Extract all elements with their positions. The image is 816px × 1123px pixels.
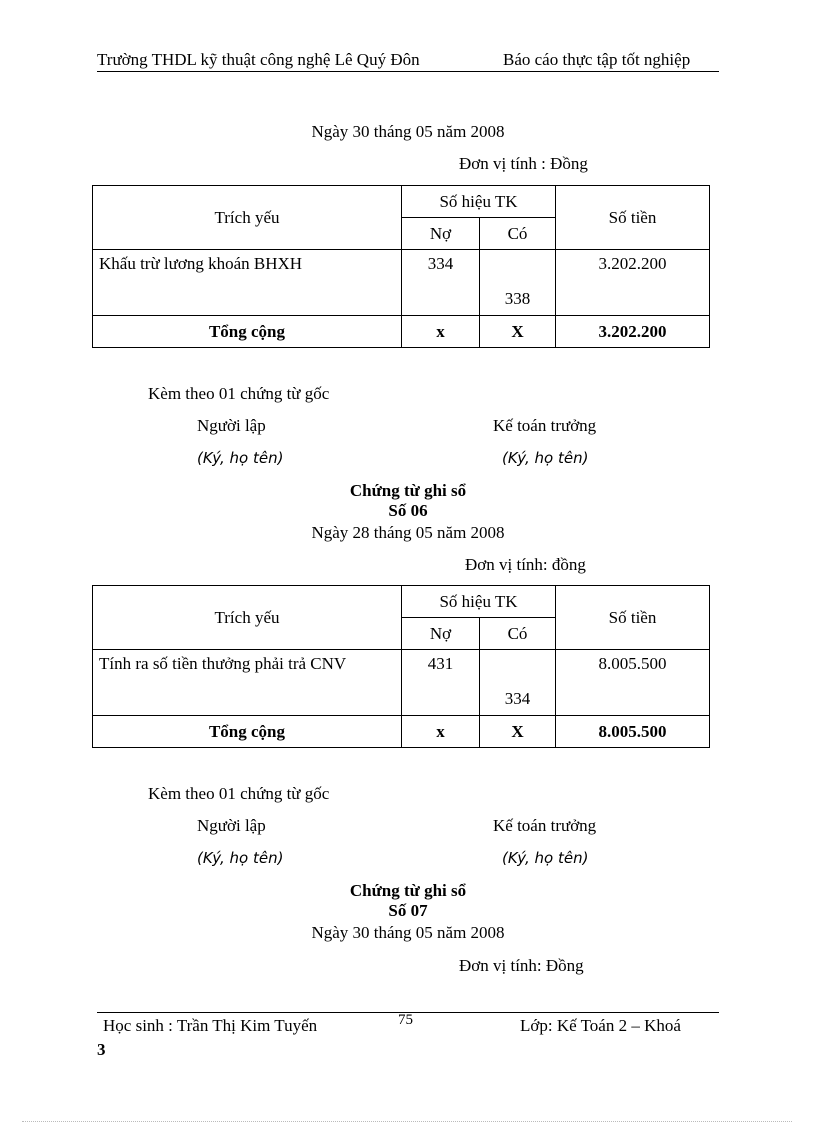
voucher-date: Ngày 30 tháng 05 năm 2008	[311, 923, 505, 942]
row-credit: 334	[480, 650, 556, 716]
total-label: Tổng cộng	[93, 316, 402, 348]
currency-unit: Đơn vị tính: Đồng	[459, 956, 584, 975]
table-row	[93, 250, 710, 316]
col-header-amount: Số tiền	[556, 186, 710, 250]
header-rule	[97, 71, 719, 72]
total-amount: 3.202.200	[556, 316, 710, 348]
total-row	[93, 716, 710, 748]
row-amount: 8.005.500	[556, 650, 710, 716]
total-row	[93, 316, 710, 348]
row-amount: 3.202.200	[556, 250, 710, 316]
total-credit: X	[480, 716, 556, 748]
col-header-credit: Có	[480, 618, 556, 650]
preparer-sign-note: (Ký, họ tên)	[197, 849, 284, 867]
footer-class: Lớp: Kế Toán 2 – Khoá	[520, 1016, 681, 1035]
col-header-debit: Nợ	[402, 218, 480, 250]
accountant-sign-note: (Ký, họ tên)	[502, 849, 589, 867]
chief-accountant-label: Kế toán trưởng	[493, 816, 597, 835]
voucher-table	[92, 185, 710, 348]
col-header-description: Trích yếu	[93, 186, 402, 250]
row-debit: 431	[402, 650, 480, 716]
header-school: Trường THDL kỹ thuật công nghệ Lê Quý Đôn	[97, 50, 420, 69]
total-credit: X	[480, 316, 556, 348]
table-row	[93, 650, 710, 716]
row-credit: 338	[480, 250, 556, 316]
preparer-sign-note: (Ký, họ tên)	[197, 449, 284, 467]
page-number: 75	[398, 1012, 413, 1028]
col-header-account: Số hiệu TK	[402, 586, 556, 618]
currency-unit: Đơn vị tính : Đồng	[459, 154, 588, 173]
attachment-note: Kèm theo 01 chứng từ gốc	[148, 784, 330, 803]
col-header-description: Trích yếu	[93, 586, 402, 650]
header-report-title: Báo cáo thực tập tốt nghiệp	[503, 50, 691, 69]
total-debit: x	[402, 716, 480, 748]
total-debit: x	[402, 316, 480, 348]
voucher-date: Ngày 30 tháng 05 năm 2008	[311, 122, 505, 141]
col-header-credit: Có	[480, 218, 556, 250]
footer-student: Học sinh : Trần Thị Kim Tuyến	[103, 1016, 318, 1035]
col-header-account: Số hiệu TK	[402, 186, 556, 218]
footer-class-cont: 3	[97, 1040, 106, 1059]
total-amount: 8.005.500	[556, 716, 710, 748]
preparer-label: Người lập	[197, 816, 266, 835]
attachment-note: Kèm theo 01 chứng từ gốc	[148, 384, 330, 403]
voucher-number: Số 07	[388, 901, 428, 920]
chief-accountant-label: Kế toán trưởng	[493, 416, 597, 435]
voucher-title: Chứng từ ghi sổ	[349, 881, 467, 900]
row-description: Tính ra số tiền thưởng phải trả CNV	[93, 650, 402, 716]
voucher-title: Chứng từ ghi sổ	[349, 481, 467, 500]
voucher-table	[92, 585, 710, 748]
col-header-debit: Nợ	[402, 618, 480, 650]
col-header-amount: Số tiền	[556, 586, 710, 650]
accountant-sign-note: (Ký, họ tên)	[502, 449, 589, 467]
voucher-date: Ngày 28 tháng 05 năm 2008	[311, 523, 505, 542]
row-debit: 334	[402, 250, 480, 316]
total-label: Tổng cộng	[93, 716, 402, 748]
preparer-label: Người lập	[197, 416, 266, 435]
page-edge	[22, 1121, 792, 1122]
voucher-number: Số 06	[388, 501, 428, 520]
currency-unit: Đơn vị tính: đồng	[465, 555, 586, 574]
row-description: Khấu trừ lương khoán BHXH	[93, 250, 402, 316]
